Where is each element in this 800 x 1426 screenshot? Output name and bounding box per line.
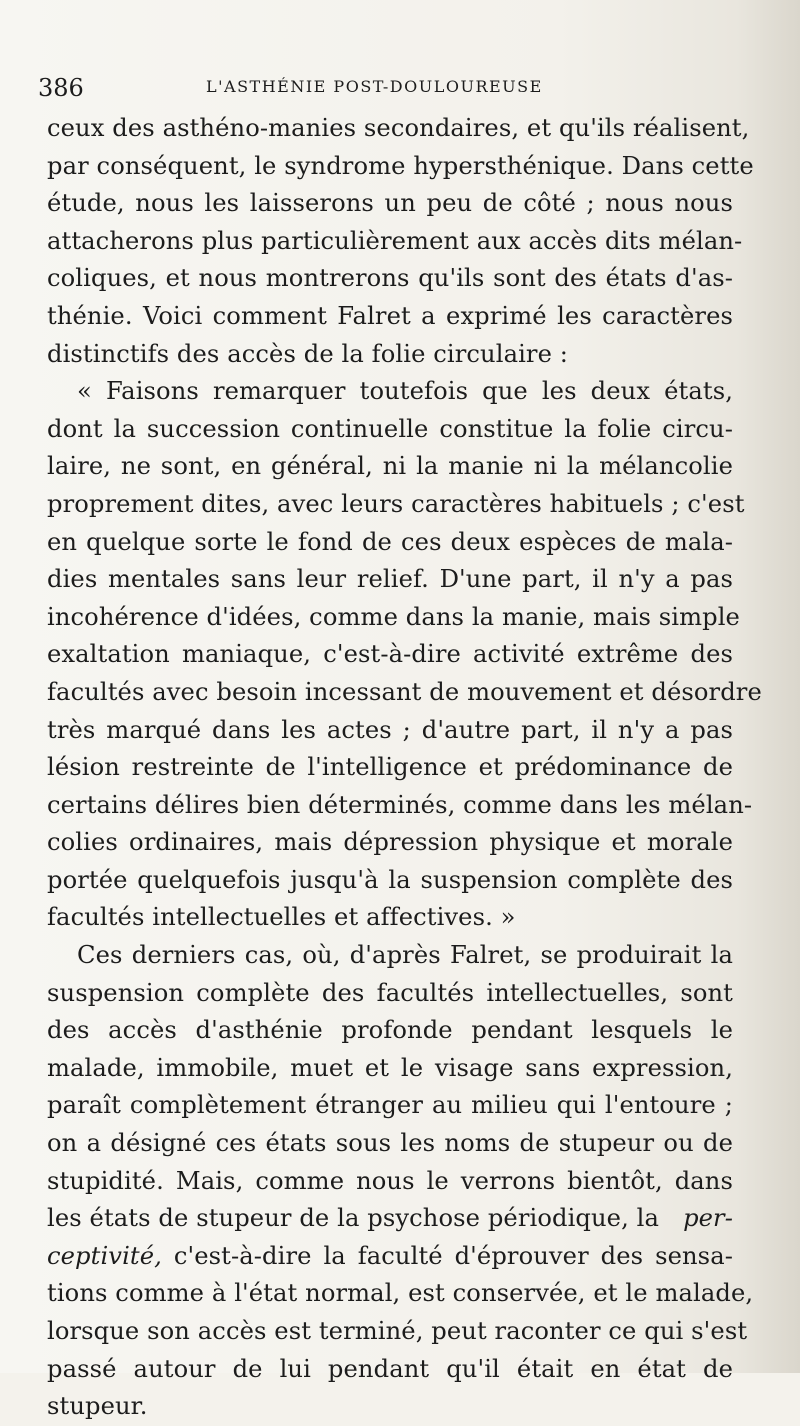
text-line: attacherons plus particulièrement aux accès dits mélan- (47, 226, 743, 255)
italic-text: ceptivité, (47, 1241, 162, 1270)
text-line: dies mentales sans leur relief. D'une part, il n'y a pas (47, 565, 733, 594)
text-line: stupidité. Mais, comme nous le verrons bientôt, dans (47, 1166, 733, 1195)
text-line: en quelque sorte le fond de ces deux espèces de mala- (47, 527, 733, 556)
text-line: exaltation maniaque, c'est-à-dire activité extrême des (47, 640, 733, 669)
text-line: on a désigné ces états sous les noms de stupeur ou de (47, 1129, 733, 1158)
text-line: très marqué dans les actes ; d'autre part, il n'y a pas (47, 715, 733, 744)
text-line: des accès d'asthénie profonde pendant lesquels le (47, 1016, 733, 1045)
text-line: Ces derniers cas, où, d'après Falret, se produirait la (77, 941, 733, 970)
text-line: incohérence d'idées, comme dans la manie, mais simple (47, 602, 740, 631)
running-head: L'ASTHÉNIE POST-DOULOUREUSE (206, 77, 543, 96)
text-line: coliques, et nous montrerons qu'ils sont des états d'as- (47, 264, 733, 293)
text-line: ceux des asthéno-manies secondaires, et qu'ils réalisent, (47, 114, 750, 142)
text-line: colies ordinaires, mais dépression physique et morale (47, 828, 733, 857)
text-line-italic-start (47, 1238, 733, 1276)
text-line: lésion restreinte de l'intelligence et prédominance de (47, 753, 733, 782)
text-line: proprement dites, avec leurs caractères habituels ; c'est (47, 489, 745, 518)
text-line: dont la succession continuelle constitue la folie circu- (47, 414, 733, 443)
text-line: tions comme à l'état normal, est conservée, et le malade, (47, 1279, 754, 1308)
text-line: stupeur. (47, 1392, 148, 1421)
page-number: 386 (38, 74, 84, 102)
text-line-part: les états de stupeur de la psychose périodique, la (47, 1204, 660, 1233)
text-line: suspension complète des facultés intellectuelles, sont (47, 978, 733, 1007)
text-line: étude, nous les laisserons un peu de côté ; nous nous (47, 189, 733, 218)
text-line: passé autour de lui pendant qu'il était en état de (47, 1354, 733, 1383)
text-line-part: c'est-à-dire la faculté d'éprouver des sensa- (161, 1241, 733, 1270)
text-line: lorsque son accès est terminé, peut raconter ce qui s'est (47, 1317, 748, 1345)
text-line: thénie. Voici comment Falret a exprimé les caractères (47, 301, 733, 330)
text-line: laire, ne sont, en général, ni la manie ni la mélancolie (47, 452, 733, 481)
text-line: paraît complètement étranger au milieu qui l'entoure ; (47, 1091, 733, 1120)
text-line: facultés avec besoin incessant de mouvement et désordre (47, 677, 762, 706)
text-line: par conséquent, le syndrome hypersthénique. Dans cette (47, 151, 754, 180)
text-line-with-italic (47, 1200, 733, 1238)
body-text (47, 110, 762, 1426)
text-line: malade, immobile, muet et le visage sans expression, (47, 1053, 733, 1082)
text-line: distinctifs des accès de la folie circulaire : (47, 339, 569, 368)
text-line: « Faisons remarquer toutefois que les deux états, (77, 377, 733, 406)
text-line: portée quelquefois jusqu'à la suspension complète des (47, 865, 733, 894)
page-header (38, 74, 738, 114)
italic-text: per- (683, 1204, 733, 1233)
text-line: facultés intellectuelles et affectives. » (47, 903, 516, 932)
text-line: certains délires bien déterminés, comme dans les mélan- (47, 790, 753, 819)
